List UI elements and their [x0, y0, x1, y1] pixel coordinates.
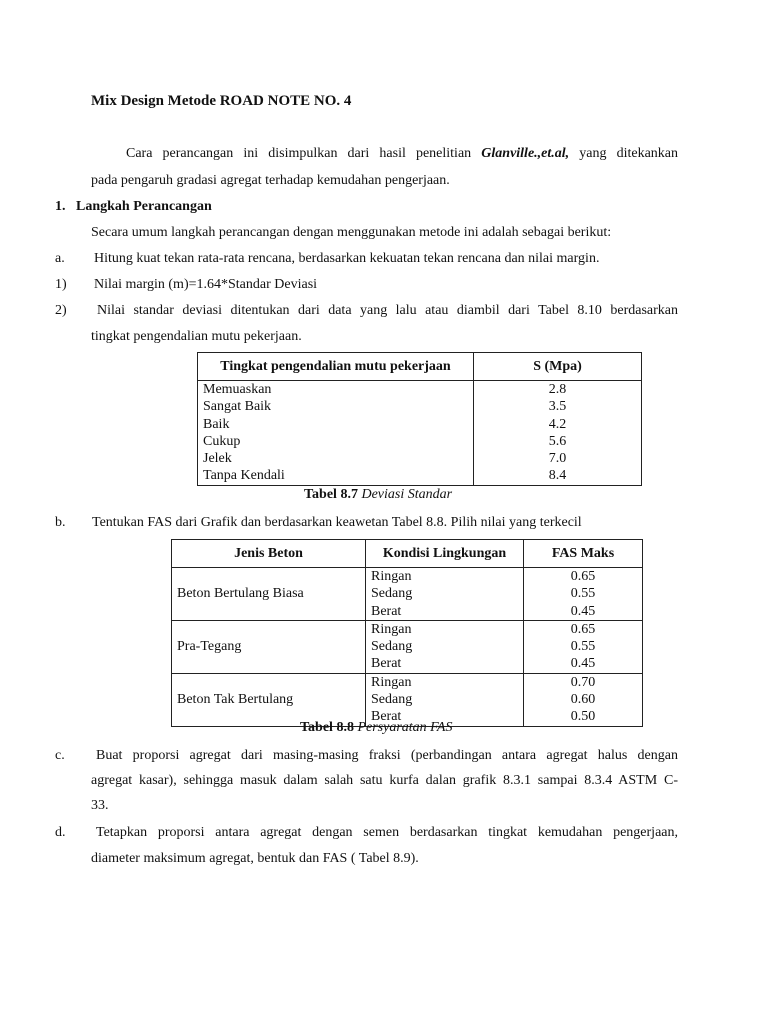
table88-condition: Berat [371, 656, 402, 672]
item-c-marker: c. [55, 748, 65, 763]
table88-condition: Ringan [371, 569, 412, 584]
table87-level-column [198, 381, 474, 486]
intro-text-pre: Cara perancangan ini disimpulkan dari hasil penelitian [126, 146, 472, 161]
table87-level-cell: Baik [203, 416, 230, 432]
table88-condition: Ringan [371, 674, 412, 690]
table88-condition-cell [366, 620, 524, 673]
table88-header-condition: Kondisi Lingkungan [366, 540, 524, 568]
table87-level-cell: Tanpa Kendali [203, 468, 285, 484]
table88-fas: 0.60 [570, 692, 596, 708]
item-a-marker: a. [55, 251, 65, 266]
item-c-line-1: Buat proporsi agregat dari masing-masing fraksi (perbandingan antara agregat halus dengan [96, 748, 678, 763]
table88-caption-number: Tabel 8.8 [300, 720, 354, 735]
table88-condition: Ringan [371, 621, 412, 637]
table88-caption-title: Persyaratan FAS [357, 720, 453, 735]
table88-caption [300, 719, 452, 737]
item-c-line-3: 33. [91, 798, 109, 813]
table88-condition-cell [366, 568, 524, 621]
table88-fas: 0.45 [570, 603, 596, 619]
table-deviasi-standar [197, 352, 642, 486]
table87-header-s: S (Mpa) [474, 353, 642, 381]
table87-caption-title: Deviasi Standar [361, 487, 453, 502]
table88-fas-cell [524, 673, 643, 726]
table88-group-row [172, 568, 643, 621]
intro-line-1 [126, 145, 678, 163]
table87-s-cell: 4.2 [548, 416, 567, 432]
page-title: Mix Design Metode ROAD NOTE NO. 4 [91, 93, 352, 109]
table88-fas: 0.70 [570, 674, 596, 690]
table88-fas-cell [524, 568, 643, 621]
item-d-line-1: Tetapkan proporsi antara agregat dengan semen berdasarkan tingkat kemudahan pengerjaan, [96, 825, 678, 840]
table87-level-cell: Memuaskan [203, 382, 272, 397]
intro-author: Glanville.,et.al, [481, 146, 570, 161]
table88-type-cell: Pra-Tegang [172, 620, 366, 673]
item-1-text: Nilai margin (m)=1.64*Standar Deviasi [94, 277, 318, 292]
table88-condition: Berat [371, 709, 402, 725]
table88-fas-cell [524, 620, 643, 673]
table88-header-type: Jenis Beton [172, 540, 366, 568]
table88-fas: 0.45 [570, 656, 596, 672]
item-a-text: Hitung kuat tekan rata-rata rencana, berdasarkan kekuatan tekan rencana dan nilai margin. [94, 251, 600, 266]
table87-caption [304, 486, 452, 504]
table87-s-column [474, 381, 642, 486]
table88-fas: 0.55 [570, 639, 596, 655]
item-2-marker: 2) [55, 303, 67, 318]
item-2-line-1: Nilai standar deviasi ditentukan dari data yang lalu atau diambil dari Tabel 8.10 berdasarkan [97, 303, 678, 318]
table87-level-cell: Jelek [203, 451, 232, 467]
table88-condition: Sedang [371, 692, 413, 708]
table-persyaratan-fas [171, 539, 643, 727]
table87-header-level: Tingkat pengendalian mutu pekerjaan [198, 353, 474, 381]
intro-line-2: pada pengaruh gradasi agregat terhadap kemudahan pengerjaan. [91, 173, 450, 188]
item-1-marker: 1) [55, 277, 67, 292]
table88-type-cell: Beton Tak Bertulang [172, 673, 366, 726]
table87-level-cell: Sangat Baik [203, 399, 272, 415]
table87-caption-number: Tabel 8.7 [304, 487, 358, 502]
table88-condition: Sedang [371, 586, 413, 602]
table88-fas: 0.55 [570, 586, 596, 602]
table88-fas: 0.65 [570, 621, 596, 637]
item-c-line-2: agregat kasar), sehingga masuk dalam salah satu kurfa dalan grafik 8.3.1 sampai 8.3.4 ASTM C- [91, 773, 678, 788]
table88-condition: Sedang [371, 639, 413, 655]
table88-condition: Berat [371, 603, 402, 619]
item-d-marker: d. [55, 825, 66, 840]
table87-s-cell: 3.5 [548, 399, 567, 415]
table87-level-cell: Cukup [203, 433, 241, 449]
item-d-line-2: diameter maksimum agregat, bentuk dan FAS ( Tabel 8.9). [91, 851, 419, 866]
item-2-line-2: tingkat pengendalian mutu pekerjaan. [91, 329, 302, 344]
table88-fas: 0.65 [570, 569, 596, 584]
item-b-marker: b. [55, 515, 66, 530]
table88-header-fas: FAS Maks [524, 540, 643, 568]
table88-fas: 0.50 [570, 709, 596, 725]
section-heading: 1. Langkah Perancangan [55, 199, 212, 214]
table87-s-cell: 2.8 [548, 382, 567, 397]
table88-group-row [172, 620, 643, 673]
table87-s-cell: 5.6 [548, 433, 567, 449]
section-intro-text: Secara umum langkah perancangan dengan menggunakan metode ini adalah sebagai berikut: [91, 225, 612, 240]
table87-s-cell: 7.0 [548, 451, 567, 467]
intro-text-post: yang ditekankan [579, 146, 679, 161]
table88-type-cell: Beton Bertulang Biasa [172, 568, 366, 621]
table87-s-cell: 8.4 [548, 468, 567, 484]
item-b-text: Tentukan FAS dari Grafik dan berdasarkan keawetan Tabel 8.8. Pilih nilai yang terkecil [92, 515, 582, 530]
